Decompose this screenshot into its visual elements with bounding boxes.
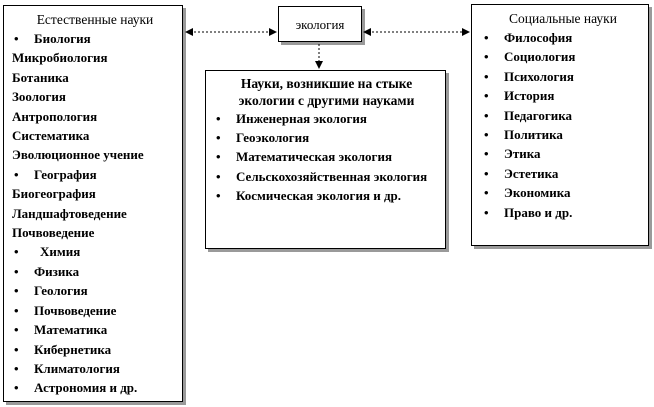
- social-science-item: • Психология: [482, 67, 644, 86]
- natural-science-item: Почвоведение: [12, 225, 95, 241]
- social-science-item: • Социология: [482, 47, 644, 66]
- natural-science-item: • Почвоведение: [12, 301, 178, 320]
- natural-science-item: Микробиология: [12, 50, 108, 66]
- natural-science-item: • Химия: [12, 242, 178, 261]
- natural-science-item: Ландшафтоведение: [12, 205, 127, 221]
- border-science-item: • Инженерная экология: [214, 109, 439, 128]
- border-sciences-title: Науки, возникшие на стыке экологии с другими науками: [238, 76, 415, 108]
- natural-science-item: Систематика: [12, 128, 90, 144]
- natural-science-item: • Физика: [12, 262, 178, 281]
- social-science-item: • История: [482, 86, 644, 105]
- natural-science-item: Зоология: [12, 89, 66, 105]
- natural-science-item: • Кибернетика: [12, 340, 178, 359]
- natural-science-item: • Астрономия и др.: [12, 378, 178, 397]
- border-science-item: • Космическая экология и др.: [214, 186, 439, 205]
- natural-science-item: • Биология: [12, 29, 178, 48]
- social-science-item: • Право и др.: [482, 203, 644, 222]
- natural-science-item: • Математика: [12, 320, 178, 339]
- natural-science-item: Ботаника: [12, 69, 69, 85]
- ecology-title: экология: [295, 17, 345, 32]
- social-science-item: • Этика: [482, 144, 644, 163]
- natural-science-item: • География: [12, 165, 178, 184]
- social-science-item: • Педагогика: [482, 106, 644, 125]
- social-science-item: • Политика: [482, 125, 644, 144]
- natural-science-item: Эволюционное учение: [12, 147, 144, 163]
- social-sciences-title: Социальные науки: [509, 11, 617, 26]
- social-science-item: • Философия: [482, 28, 644, 47]
- natural-science-item: • Геология: [12, 281, 178, 300]
- social-science-item: • Эстетика: [482, 164, 644, 183]
- natural-science-item: Биогеография: [12, 186, 96, 202]
- social-science-item: • Экономика: [482, 183, 644, 202]
- natural-science-item: • Климатология: [12, 359, 178, 378]
- border-science-item: • Геоэкология: [214, 128, 439, 147]
- border-science-item: • Сельскохозяйственная экология: [214, 167, 439, 186]
- border-science-item: • Математическая экология: [214, 147, 439, 166]
- natural-sciences-title: Естественные науки: [36, 12, 154, 27]
- natural-science-item: Антропология: [12, 108, 98, 124]
